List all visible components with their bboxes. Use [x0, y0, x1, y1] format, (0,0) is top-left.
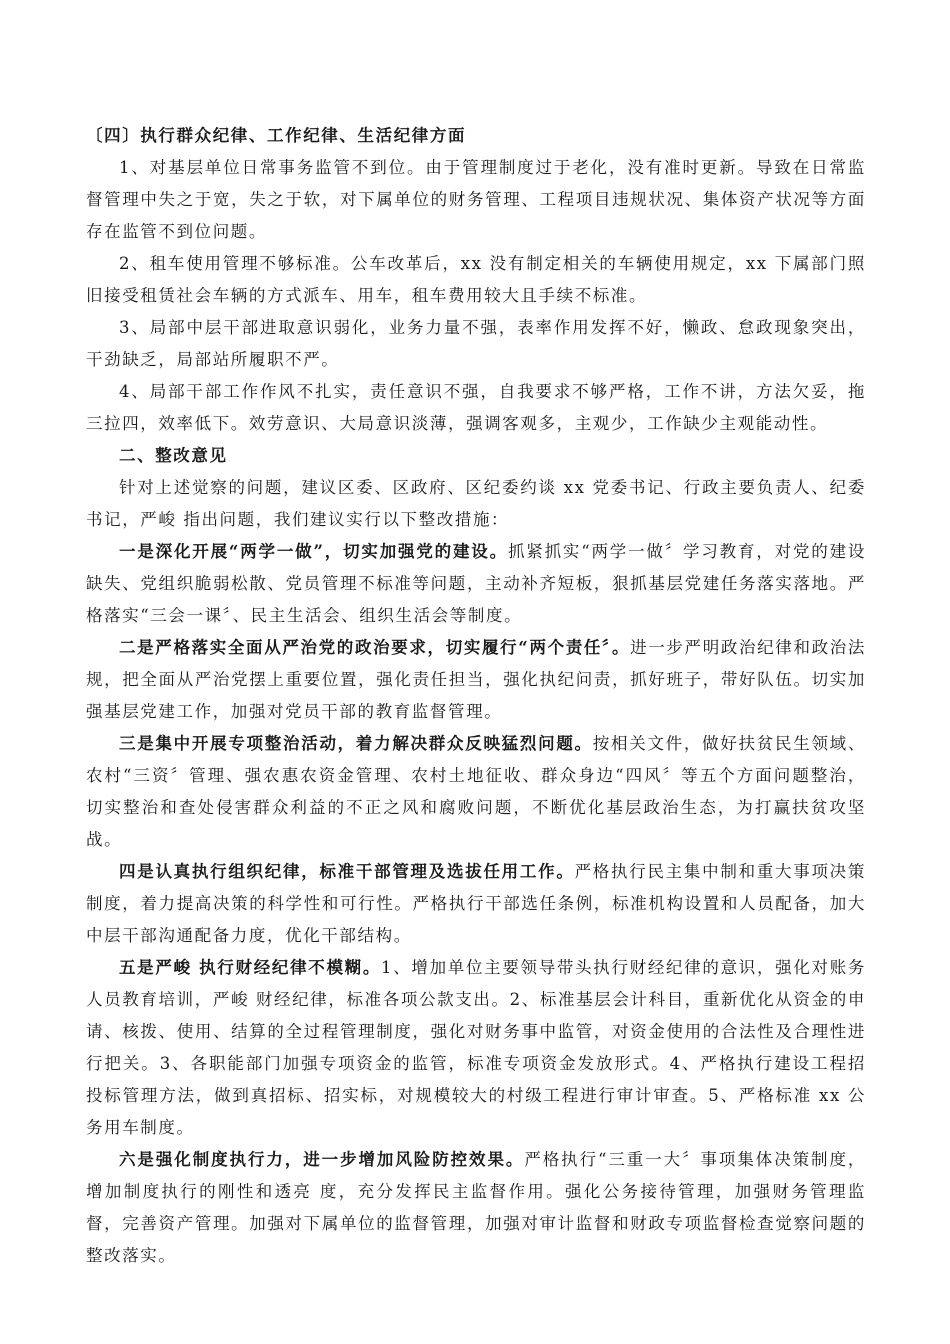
intro-paragraph: 针对上述觉察的问题，建议区委、区政府、区纪委约谈 xx 党委书记、行政主要负责人、纪委书记，严峻 指出问题，我们建议实行以下整改措施：	[86, 478, 866, 529]
section-heading-4: 〔四〕执行群众纪律、工作纪律、生活纪律方面	[86, 126, 467, 145]
measure-1-lead: 一是深化开展“两学一做”，切实加强党的建设。	[119, 542, 508, 561]
measure-3	[86, 728, 866, 856]
section4-item-4: 4、局部干部工作作风不扎实，责任意识不强，自我要求不够严格，工作不讲，方法欠妥，拖三拉四，效率低下。效劳意识、大局意识淡薄，强调客观多，主观少，工作缺少主观能动性。	[86, 382, 866, 433]
measure-6	[86, 1144, 866, 1272]
measure-5	[86, 952, 866, 1144]
measure-2	[86, 632, 866, 728]
measure-4-body: 严格执行民主集中制和重大事项决策制度，着力提高决策的科学性和可行性。严格执行干部选任条例，标准机构设置和人员配备，加大中层干部沟通配备力度，优化干部结构。	[86, 862, 866, 945]
measure-5-lead: 五是严峻 执行财经纪律不模糊。	[119, 958, 382, 977]
section4-item-2: 2、租车使用管理不够标准。公车改革后，xx 没有制定相关的车辆使用规定，xx 下属部门照旧接受租赁社会车辆的方式派车、用车，租车费用较大且手续不标准。	[86, 254, 866, 305]
measure-4	[86, 856, 866, 952]
section4-item-3: 3、局部中层干部进取意识弱化，业务力量不强，表率作用发挥不好，懒政、怠政现象突出，干劲缺乏，局部站所履职不严。	[86, 318, 866, 369]
measure-2-lead: 二是严格落实全面从严治党的政治要求，切实履行“两个责任〞。	[119, 638, 631, 657]
measure-6-body: 严格执行“三重一大〞事项集体决策制度，增加制度执行的刚性和透亮 度，充分发挥民主监督作用。强化公务接待管理，加强财务管理监督，完善资产管理。加强对下属单位的监督管理，加强对审计监督和财政专项监督检查觉察问题的整改落实。	[86, 1150, 866, 1265]
document-page	[86, 120, 866, 1272]
measure-4-lead: 四是认真执行组织纪律，标准干部管理及选拔任用工作。	[119, 862, 575, 881]
measure-1	[86, 536, 866, 632]
section4-item-1: 1、对基层单位日常事务监管不到位。由于管理制度过于老化，没有准时更新。导致在日常监督管理中失之于宽，失之于软，对下属单位的财务管理、工程项目违规状况、集体资产状况等方面存在监管不到位问题。	[86, 158, 866, 241]
measure-3-body: 按相关文件，做好扶贫民生领域、农村“三资〞管理、强农惠农资金管理、农村土地征收、群众身边“四风〞等五个方面问题整治，切实整治和查处侵害群众利益的不正之风和腐败问题，不断优化基层政治生态，为打赢扶贫攻坚战。	[86, 734, 866, 849]
measure-5-body: 1、增加单位主要领导带头执行财经纪律的意识，强化对账务人员教育培训，严峻 财经纪律，标准各项公款支出。2、标准基层会计科目，重新优化从资金的申请、核拨、使用、结算的全过程管理制度，强化对财务事中监管，对资金使用的合法性及合理性进行把关。3、各职能部门加强专项资金的监管，标准专项资金发放形式。4、严格执行建设工程招投标管理方法，做到真招标、招实标，对规模较大的村级工程进行审计审查。5、严格标准 xx 公务用车制度。	[86, 958, 866, 1137]
measure-3-lead: 三是集中开展专项整治活动，着力解决群众反映猛烈问题。	[119, 734, 593, 753]
measure-2-body: 进一步严明政治纪律和政治法规，把全面从严治党摆上重要位置，强化责任担当，强化执纪问责，抓好班子，带好队伍。切实加强基层党建工作，加强对党员干部的教育监督管理。	[86, 638, 866, 721]
measure-1-body: 抓紧抓实“两学一做〞学习教育，对党的建设缺失、党组织脆弱松散、党员管理不标准等问题，主动补齐短板，狠抓基层党建任务落实落地。严格落实“三会一课〞、民主生活会、组织生活会等制度。	[86, 542, 867, 625]
section-heading-2: 二、整改意见	[119, 446, 228, 465]
measure-6-lead: 六是强化制度执行力，进一步增加风险防控效果。	[119, 1150, 525, 1169]
